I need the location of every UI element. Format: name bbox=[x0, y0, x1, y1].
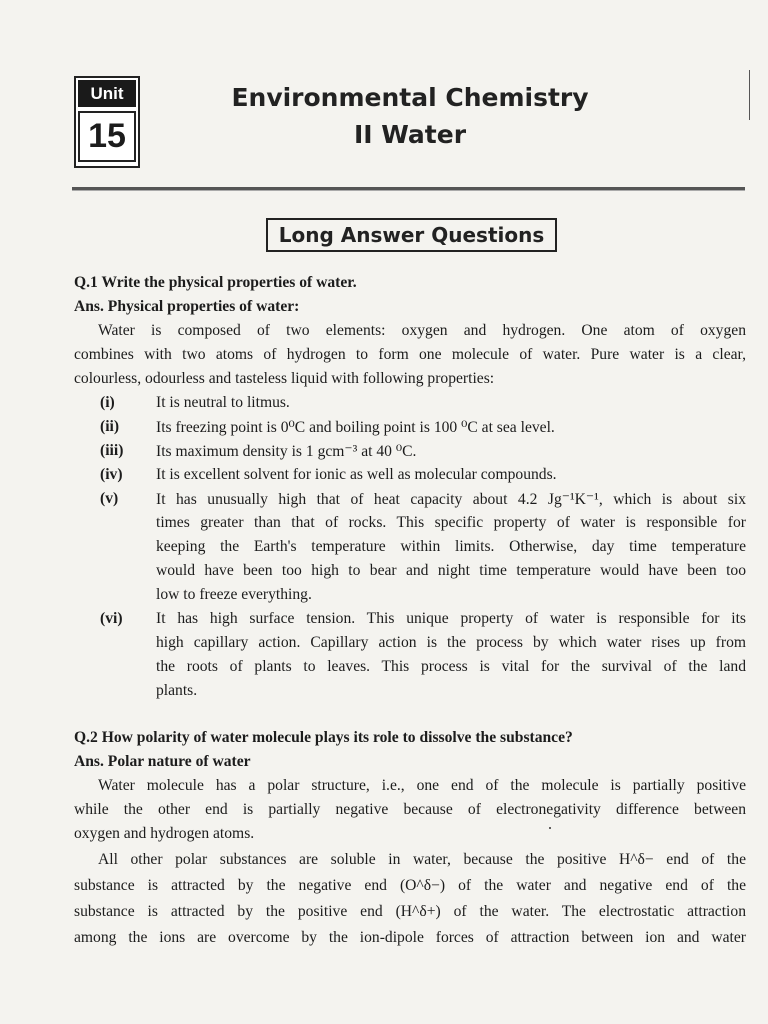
question-2: Q.2 How polarity of water molecule plays its role to dissolve the substance? bbox=[74, 729, 573, 746]
list-item-line: low to freeze everything. bbox=[156, 586, 312, 603]
list-item-line: the roots of plants to leaves. This process is vital for the survival of the land bbox=[156, 658, 746, 675]
paragraph-line: Water molecule has a polar structure, i.e., one end of the molecule is partially positive bbox=[98, 777, 746, 794]
paragraph-line: combines with two atoms of hydrogen to form one molecule of water. Pure water is a clear, bbox=[74, 346, 746, 363]
paragraph-line: among the ions are overcome by the ion-dipole forces of attraction between ion and water bbox=[74, 929, 746, 946]
list-number: (vi) bbox=[100, 610, 123, 627]
list-number: (i) bbox=[100, 394, 115, 411]
page-edge-mark bbox=[749, 70, 750, 120]
list-number: (iii) bbox=[100, 442, 124, 459]
list-number: (iv) bbox=[100, 466, 123, 483]
section-heading: Long Answer Questions bbox=[266, 218, 557, 252]
list-item: It is neutral to litmus. bbox=[156, 394, 290, 411]
unit-badge bbox=[74, 76, 140, 168]
paragraph-line: Water is composed of two elements: oxygen and hydrogen. One atom of oxygen bbox=[98, 322, 746, 339]
chapter-title: Environmental Chemistry bbox=[231, 83, 589, 112]
list-item: It has unusually high that of heat capacity about 4.2 Jg⁻¹K⁻¹, which is about six bbox=[156, 491, 746, 508]
list-item-line: would have been too high to bear and night time temperature would have been too bbox=[156, 562, 746, 579]
unit-number: 15 bbox=[78, 111, 136, 162]
list-item: Its maximum density is 1 gcm⁻³ at 40 ⁰C. bbox=[156, 443, 417, 460]
paragraph-line: while the other end is partially negative because of electronegativity difference between bbox=[74, 801, 746, 818]
paragraph-line: All other polar substances are soluble in water, because the positive H^δ− end of the bbox=[98, 851, 746, 868]
answer-2-heading: Ans. Polar nature of water bbox=[74, 753, 251, 770]
chapter-subtitle: II Water bbox=[353, 120, 467, 149]
list-item: Its freezing point is 0⁰C and boiling point is 100 ⁰C at sea level. bbox=[156, 419, 555, 436]
list-item-line: plants. bbox=[156, 682, 198, 699]
question-1: Q.1 Write the physical properties of water. bbox=[74, 274, 357, 291]
paragraph-line: substance is attracted by the negative end (O^δ−) of the water and negative end of the bbox=[74, 877, 746, 894]
paragraph-line: oxygen and hydrogen atoms. bbox=[74, 825, 255, 842]
answer-1-heading: Ans. Physical properties of water: bbox=[74, 298, 300, 315]
list-number: (v) bbox=[100, 490, 119, 507]
paragraph-line: colourless, odourless and tasteless liquid with following properties: bbox=[74, 370, 495, 387]
list-item-line: keeping the Earth's temperature within limits. Otherwise, day time temperature bbox=[156, 538, 746, 555]
list-item: It has high surface tension. This unique property of water is responsible for its bbox=[156, 610, 746, 627]
print-speck bbox=[549, 827, 551, 829]
list-item-line: high capillary action. Capillary action is the process by which water rises up from bbox=[156, 634, 746, 651]
unit-label: Unit bbox=[78, 80, 136, 107]
paragraph-line: substance is attracted by the positive end (H^δ+) of the water. The electrostatic attraction bbox=[74, 903, 746, 920]
header-divider bbox=[72, 187, 745, 191]
list-item: It is excellent solvent for ionic as well as molecular compounds. bbox=[156, 466, 557, 483]
list-number: (ii) bbox=[100, 418, 120, 435]
list-item-line: times greater than that of rocks. This specific property of water is responsible for bbox=[156, 514, 746, 531]
